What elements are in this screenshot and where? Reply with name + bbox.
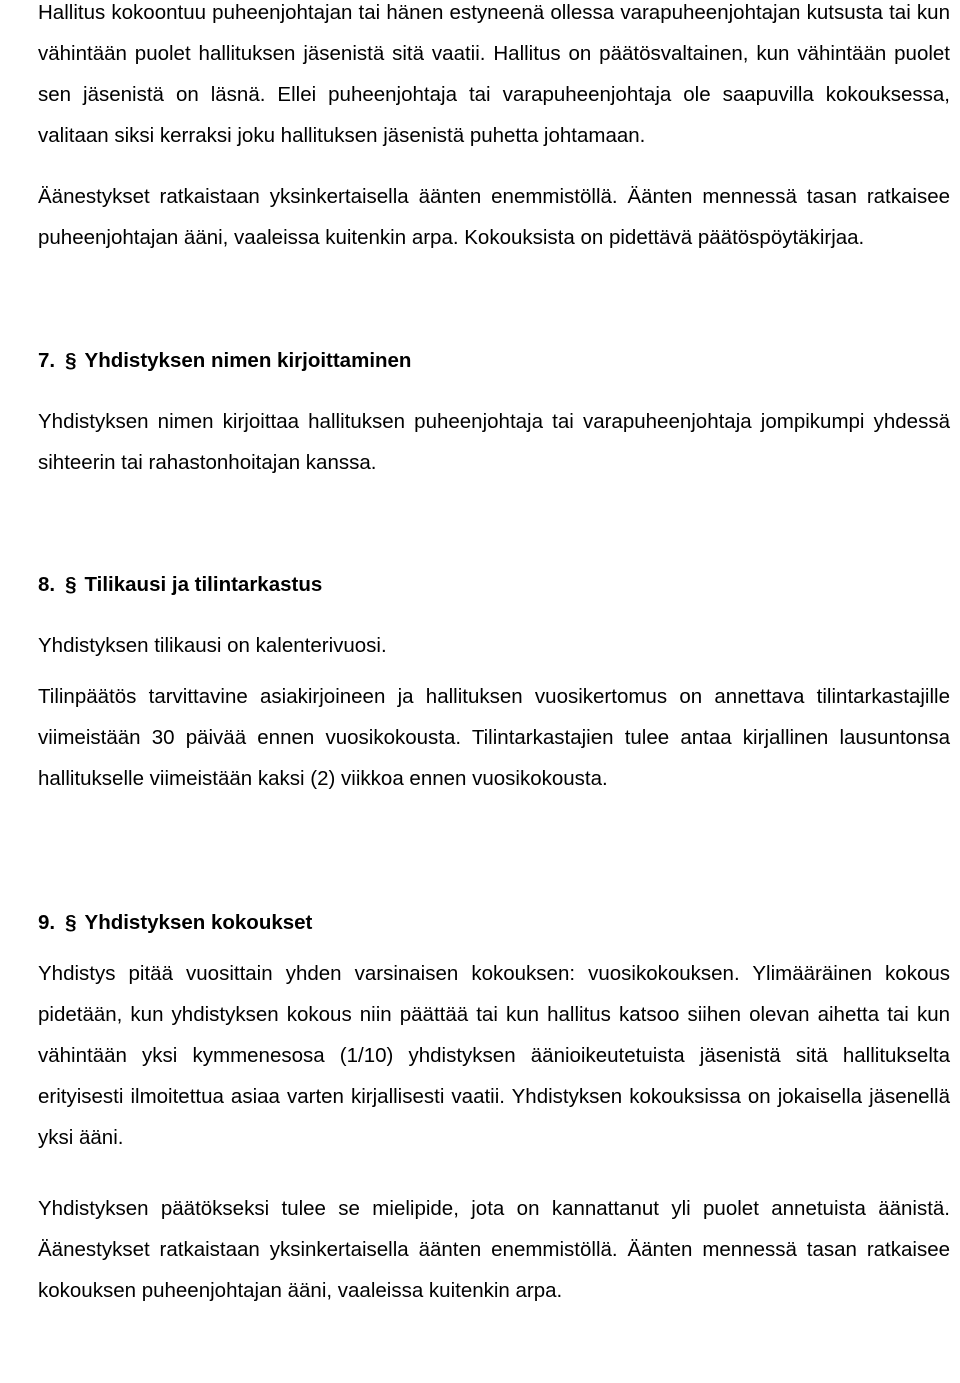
section-sign: § xyxy=(65,911,77,934)
section-number: 8. xyxy=(38,573,56,596)
paragraph-fiscal-year: Yhdistyksen tilikausi on kalenterivuosi. xyxy=(38,634,387,657)
section-number: 9. xyxy=(38,911,56,934)
paragraph-meetings: Yhdistys pitää vuosittain yhden varsinaisen kokouksen: vuosikokouksen. Ylimääräinen kokous pidetään, kun yhdistyksen kokous niin päättää tai kun hallitus katsoo siihen olevan aihetta tai kun vähintään yksi kymmenesosa (1/10) yhdistyksen äänioikeutetuista jäsenistä sitä hallitukselta erityisesti ilmoitettua asiaa varten kirjallisesti vaatii. Yhdistyksen kokouksissa on jokaisella jäsenellä yksi ääni. xyxy=(38,962,950,1149)
section-sign: § xyxy=(65,349,77,372)
paragraph-audit: Tilinpäätös tarvittavine asiakirjoineen ja hallituksen vuosikertomus on annettava tilintarkastajille viimeistään 30 päivää ennen vuosikokousta. Tilintarkastajien tulee antaa kirjallinen lausuntonsa hallitukselle viimeistään kaksi (2) viikkoa ennen vuosikokousta. xyxy=(38,685,950,790)
section-heading-9 xyxy=(38,902,950,943)
section-sign: § xyxy=(65,573,77,596)
paragraph-decisions: Yhdistyksen päätökseksi tulee se mielipide, jota on kannattanut yli puolet annetuista äänistä. Äänestykset ratkaistaan yksinkertaisella äänten enemmistöllä. Äänten mennessä tasan ratkaisee kokouksen puheenjohtajan ääni, vaaleissa kuitenkin arpa. xyxy=(38,1197,950,1302)
paragraph-name-signing: Yhdistyksen nimen kirjoittaa hallituksen puheenjohtaja tai varapuheenjohtaja jompikumpi yhdessä sihteerin tai rahastonhoitajan kanssa. xyxy=(38,410,950,474)
section-title: Tilikausi ja tilintarkastus xyxy=(84,573,323,596)
section-title: Yhdistyksen nimen kirjoittaminen xyxy=(84,349,412,372)
document-page xyxy=(38,0,950,1311)
section-heading-8 xyxy=(38,564,950,605)
section-number: 7. xyxy=(38,349,56,372)
section-title: Yhdistyksen kokoukset xyxy=(84,911,313,934)
paragraph-board-meetings: Hallitus kokoontuu puheenjohtajan tai hänen estyneenä ollessa varapuheenjohtajan kutsusta tai kun vähintään puolet hallituksen jäsenistä sitä vaatii. Hallitus on päätösvaltainen, kun vähintään puolet sen jäsenistä on läsnä. Ellei puheenjohtaja tai varapuheenjohtaja ole saapuvilla kokouksessa, valitaan siksi kerraksi joku hallituksen jäsenistä puhetta johtamaan. xyxy=(38,1,950,147)
paragraph-board-voting: Äänestykset ratkaistaan yksinkertaisella äänten enemmistöllä. Äänten mennessä tasan ratkaisee puheenjohtajan ääni, vaaleissa kuitenkin arpa. Kokouksista on pidettävä päätöspöytäkirjaa. xyxy=(38,185,950,249)
section-heading-7 xyxy=(38,340,950,381)
